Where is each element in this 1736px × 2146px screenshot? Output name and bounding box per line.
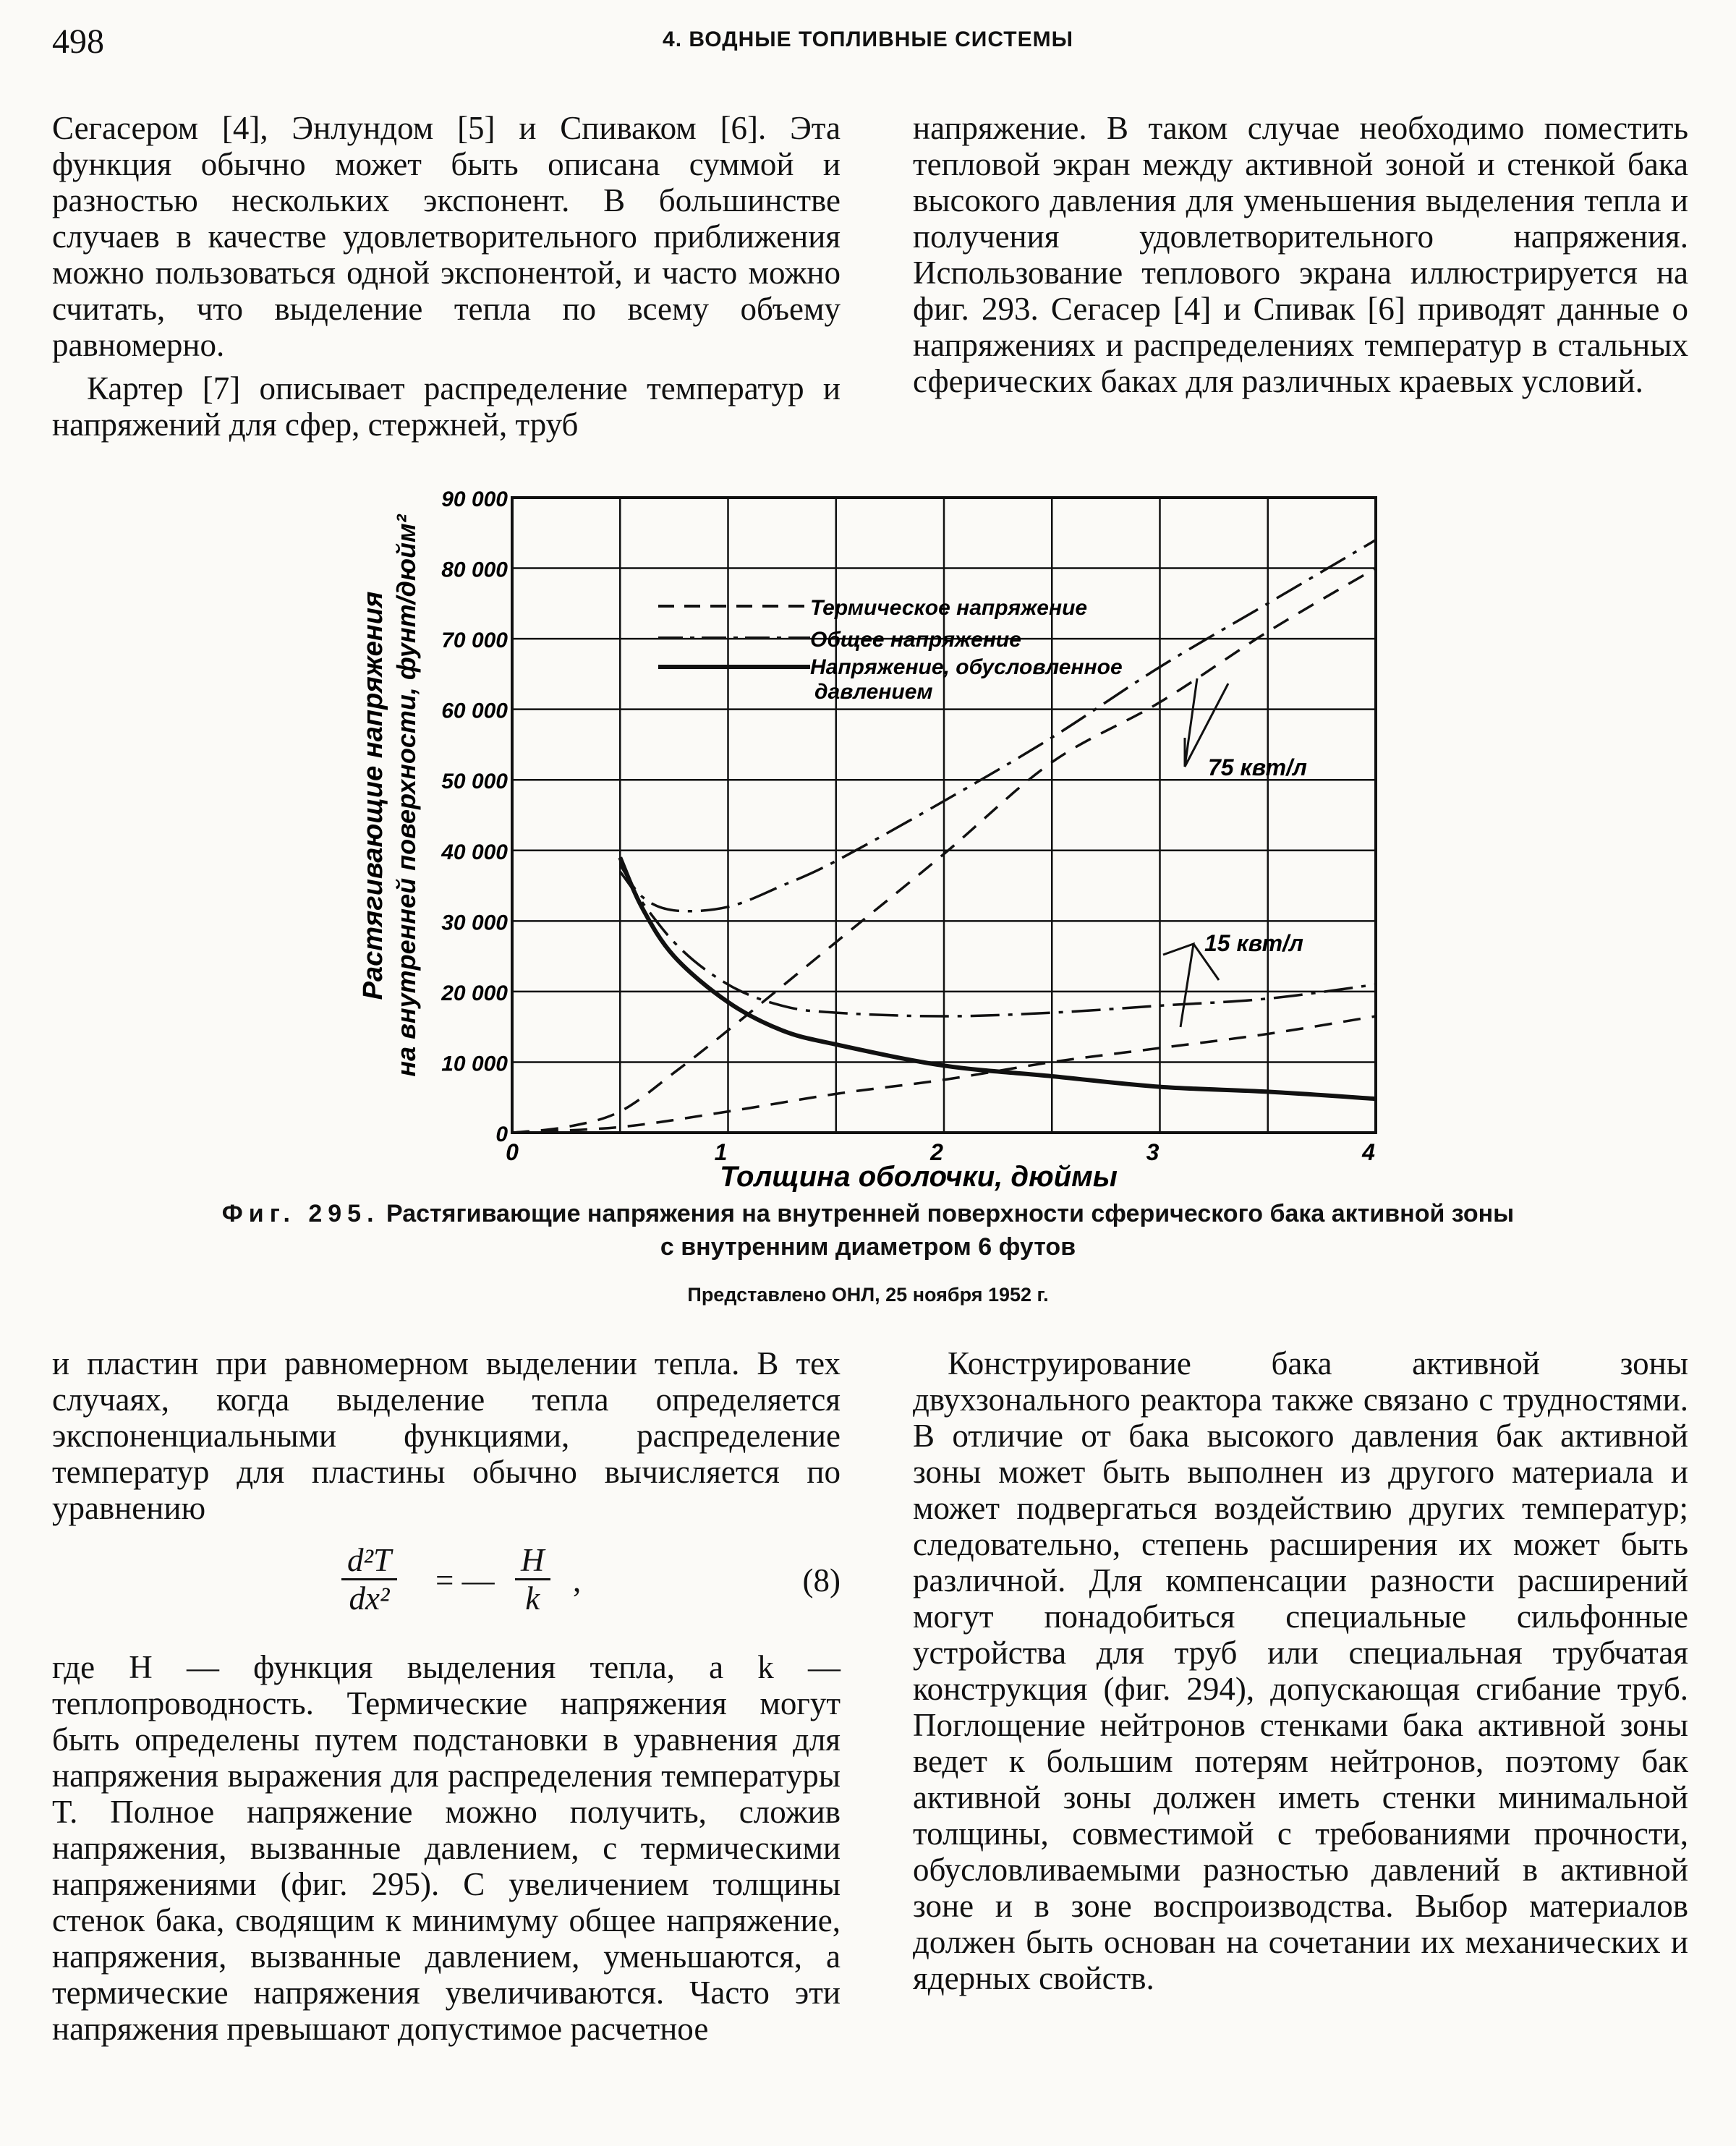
- y-tick-label: 50 000: [441, 770, 508, 794]
- x-axis-label: Толщина оболочки, дюймы: [720, 1161, 1118, 1193]
- formula-comma: ,: [573, 1562, 582, 1598]
- x-tick-label: 3: [1146, 1139, 1160, 1165]
- x-tick-label: 0: [506, 1139, 519, 1165]
- y-tick-label: 60 000: [441, 699, 508, 723]
- top-right-column: [913, 110, 1688, 399]
- y-tick-label: 10 000: [441, 1052, 508, 1076]
- annotation-75: [1185, 678, 1307, 780]
- paragraph: Картер [7] описывает распределение температур и напряжений для сфер, стержней, труб: [52, 370, 841, 443]
- y-tick-label: 40 000: [441, 840, 508, 864]
- bottom-left-column: [52, 1345, 841, 2047]
- page-header: [52, 22, 1684, 72]
- caption-text: Растягивающие напряжения на внутренней поверхности сферического бака активной зоны с внутренним диаметром 6 футов: [386, 1200, 1515, 1261]
- y-axis-label: Растягивающие напряжения: [358, 591, 388, 1000]
- stress-chart: [340, 477, 1396, 1201]
- formula-equals: = —: [435, 1562, 495, 1598]
- annotation-15-label: 15 квт/л: [1204, 930, 1303, 956]
- y-tick-label: 0: [495, 1123, 508, 1146]
- annotation-15: [1163, 930, 1303, 1027]
- legend-pressure: давлением: [814, 680, 933, 704]
- top-left-column: [52, 110, 841, 443]
- y-tick-label: 70 000: [441, 629, 508, 653]
- x-tick-label: 2: [930, 1139, 943, 1165]
- y-tick-label: 30 000: [441, 911, 508, 935]
- paragraph: Сегасером [4], Энлундом [5] и Спиваком [6]. Эта функция обычно может быть описана суммой и разностью нескольких экспонент. В большинстве случаев в качестве удовлетворительного приближения можно пользоваться одной экспонентой, и часто можно считать, что выделение тепла по всему объему равномерно.: [52, 110, 841, 363]
- paragraph: и пластин при равномерном выделении тепла. В тех случаях, когда выделение тепла определяется экспоненциальными функциями, распределение температур для пластины обычно вычисляется по уравнению: [52, 1345, 841, 1526]
- x-tick-label: 1: [714, 1139, 728, 1165]
- paragraph: Конструирование бака активной зоны двухзонального реактора также связано с трудностями. В отличие от бака высокого давления бак активной зоны может быть выполнен из другого материала и может подвергаться воздействию других температур; следовательно, степень расширения их может быть различной. Для компенсации разности расширений могут понадобиться специальные сильфонные устройства для труб или специальная трубчатая конструкция (фиг. 294), допускающая сгибание труб. Поглощение нейтронов стенками бака активной зоны ведет к большим потерям нейтронов, поэтому бак активной зоны должен иметь стенки минимальной толщины, совместимой с требованиями прочности, обусловливаемыми разностью давлений в активной зоне и в зоне воспроизводства. Выбор материалов должен быть основан на сочетании их механических и ядерных свойств.: [913, 1345, 1688, 1996]
- bottom-right-column: [913, 1345, 1688, 1996]
- y-axis-label: на внутренней поверхности, фунт/дюйм²: [391, 514, 421, 1077]
- running-head: 4. ВОДНЫЕ ТОПЛИВНЫЕ СИСТЕМЫ: [663, 27, 1073, 51]
- y-tick-label: 20 000: [441, 981, 508, 1005]
- figure-caption: [217, 1197, 1519, 1264]
- paragraph: напряжение. В таком случае необходимо поместить тепловой экран между активной зоной и стенкой бака высокого давления для уменьшения выделения тепла и получения удовлетворительного напряжения. Использование теплового экрана иллюстрируется на фиг. 293. Сегасер [4] и Спивак [6] приводят данные о напряжениях и распределениях температур в стальных сферических баках для различных краевых условий.: [913, 110, 1688, 399]
- formula-lhs-denominator: dx²: [349, 1580, 390, 1617]
- annotation-75-label: 75 квт/л: [1208, 754, 1307, 780]
- legend-total: Общее напряжение: [810, 628, 1021, 652]
- caption-figure-label: Фиг. 295.: [221, 1200, 380, 1227]
- y-tick-label: 80 000: [441, 558, 508, 582]
- formula-lhs-numerator: d²T: [341, 1542, 397, 1580]
- chart-ticks: [441, 487, 1375, 1165]
- source-note: Представлено ОНЛ, 25 ноября 1952 г.: [687, 1284, 1049, 1306]
- formula-rhs: [515, 1542, 550, 1617]
- legend-thermal: Термическое напряжение: [810, 596, 1088, 620]
- page-number: 498: [52, 22, 104, 61]
- formula-lhs: [341, 1542, 397, 1617]
- y-tick-label: 90 000: [441, 487, 508, 511]
- chart-grid: [512, 498, 1376, 1133]
- equation-number: (8): [802, 1562, 841, 1598]
- formula-rhs-denominator: k: [525, 1580, 540, 1617]
- paragraph: где H — функция выделения тепла, а k — теплопроводность. Термические напряжения могут быть определены путем подстановки в уравнения для напряжения выражения для распределения температуры T. Полное напряжение можно получить, сложив напряжения, вызванные давлением, с термическими напряжениями (фиг. 295). С увеличением толщины стенок бака, сводящим к минимуму общее напряжение, напряжения, вызванные давлением, уменьшаются, а термические напряжения увеличиваются. Часто эти напряжения превышают допустимое расчетное: [52, 1649, 841, 2047]
- formula-rhs-numerator: H: [515, 1542, 550, 1580]
- equation-8: [52, 1535, 841, 1643]
- x-tick-label: 4: [1362, 1139, 1375, 1165]
- legend-pressure: Напряжение, обусловленное: [810, 655, 1123, 679]
- figure-295: [340, 477, 1396, 1201]
